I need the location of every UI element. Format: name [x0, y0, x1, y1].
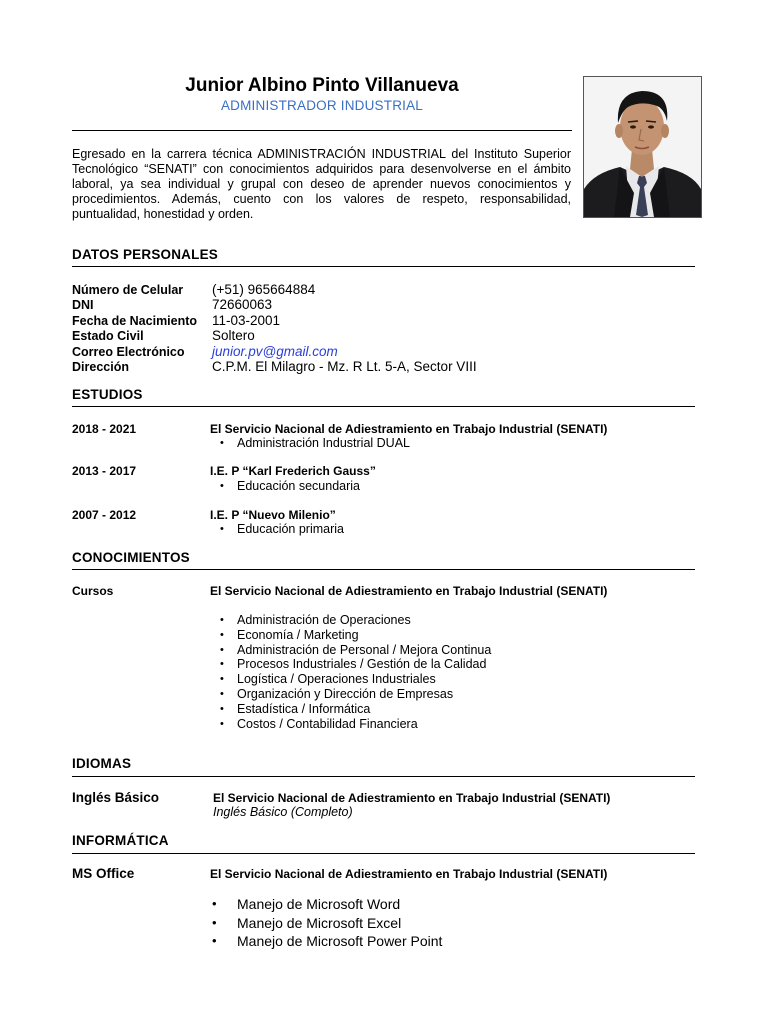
value-phone: (+51) 965664884: [212, 282, 316, 297]
study-details: [220, 436, 410, 451]
section-divider: [72, 569, 695, 570]
section-title-studies: ESTUDIOS: [72, 387, 143, 402]
list-item: • Administración de Personal / Mejora Continua: [220, 643, 491, 658]
list-item: • Educación primaria: [220, 522, 344, 537]
section-divider: [72, 266, 695, 267]
list-item: • Manejo de Microsoft Power Point: [212, 932, 442, 951]
list-item: • Estadística / Informática: [220, 702, 491, 717]
label-dni: DNI: [72, 298, 94, 313]
value-email-link[interactable]: junior.pv@gmail.com: [212, 343, 338, 359]
study-institution: I.E. P “Karl Frederich Gauss”: [210, 464, 376, 478]
list-item: • Logística / Operaciones Industriales: [220, 672, 491, 687]
header-divider: [72, 130, 572, 131]
value-address: C.P.M. El Milagro - Mz. R Lt. 5-A, Sector VIII: [212, 359, 477, 375]
section-title-languages: IDIOMAS: [72, 756, 132, 771]
profile-summary: Egresado en la carrera técnica ADMINISTRACIÓN INDUSTRIAL del Instituto Superior Tecnológico “SENATI” con conocimientos adquiridos para desenvolverse en el ámbito laboral, ya sea individual y grupal con deseo de aprender nuevos conocimientos y procedimientos. Además, cuento con los valores de respeto, responsabilidad, puntualidad, honestidad y orden.: [72, 147, 571, 221]
list-item: • Manejo de Microsoft Excel: [212, 914, 442, 933]
study-institution: I.E. P “Nuevo Milenio”: [210, 508, 336, 522]
study-details: [220, 522, 344, 537]
courses-label: Cursos: [72, 584, 114, 598]
label-email: Correo Electrónico: [72, 344, 185, 359]
study-years: 2013 - 2017: [72, 464, 137, 478]
study-institution: El Servicio Nacional de Adiestramiento en Trabajo Industrial (SENATI): [210, 422, 608, 436]
list-item: • Procesos Industriales / Gestión de la Calidad: [220, 657, 491, 672]
study-years: 2007 - 2012: [72, 508, 137, 522]
section-divider: [72, 406, 695, 407]
list-item: • Administración de Operaciones: [220, 613, 491, 628]
section-title-computing: INFORMÁTICA: [72, 833, 169, 848]
label-marital-status: Estado Civil: [72, 329, 144, 344]
label-phone: Número de Celular: [72, 283, 184, 297]
value-dni: 72660063: [212, 297, 273, 313]
courses-institution: El Servicio Nacional de Adiestramiento en Trabajo Industrial (SENATI): [210, 584, 608, 598]
courses-list: [220, 613, 491, 731]
computing-label: MS Office: [72, 866, 135, 881]
study-years: 2018 - 2021: [72, 422, 137, 436]
list-item: • Economía / Marketing: [220, 628, 491, 643]
section-divider: [72, 853, 695, 854]
candidate-name: Junior Albino Pinto Villanueva: [185, 75, 459, 96]
computing-skills: [212, 895, 442, 951]
computing-institution: El Servicio Nacional de Adiestramiento en Trabajo Industrial (SENATI): [210, 867, 608, 881]
section-title-personal: DATOS PERSONALES: [72, 247, 218, 262]
label-address: Dirección: [72, 360, 129, 375]
personal-values: [212, 282, 477, 374]
label-birthdate: Fecha de Nacimiento: [72, 313, 198, 328]
personal-labels: [72, 283, 197, 375]
study-details: [220, 479, 360, 494]
candidate-title: ADMINISTRADOR INDUSTRIAL: [220, 98, 424, 113]
value-birthdate: 11-03-2001: [212, 312, 281, 328]
profile-photo: [583, 76, 702, 218]
language-note: Inglés Básico (Completo): [213, 805, 353, 819]
language-label: Inglés Básico: [72, 790, 160, 805]
list-item: • Educación secundaria: [220, 479, 360, 494]
list-item: • Organización y Dirección de Empresas: [220, 687, 491, 702]
language-institution: El Servicio Nacional de Adiestramiento en Trabajo Industrial (SENATI): [213, 791, 611, 805]
list-item: • Manejo de Microsoft Word: [212, 895, 442, 914]
value-marital-status: Soltero: [212, 328, 255, 344]
list-item: • Costos / Contabilidad Financiera: [220, 717, 491, 732]
section-divider: [72, 776, 695, 777]
section-title-knowledge: CONOCIMIENTOS: [72, 550, 190, 565]
list-item: • Administración Industrial DUAL: [220, 436, 410, 451]
